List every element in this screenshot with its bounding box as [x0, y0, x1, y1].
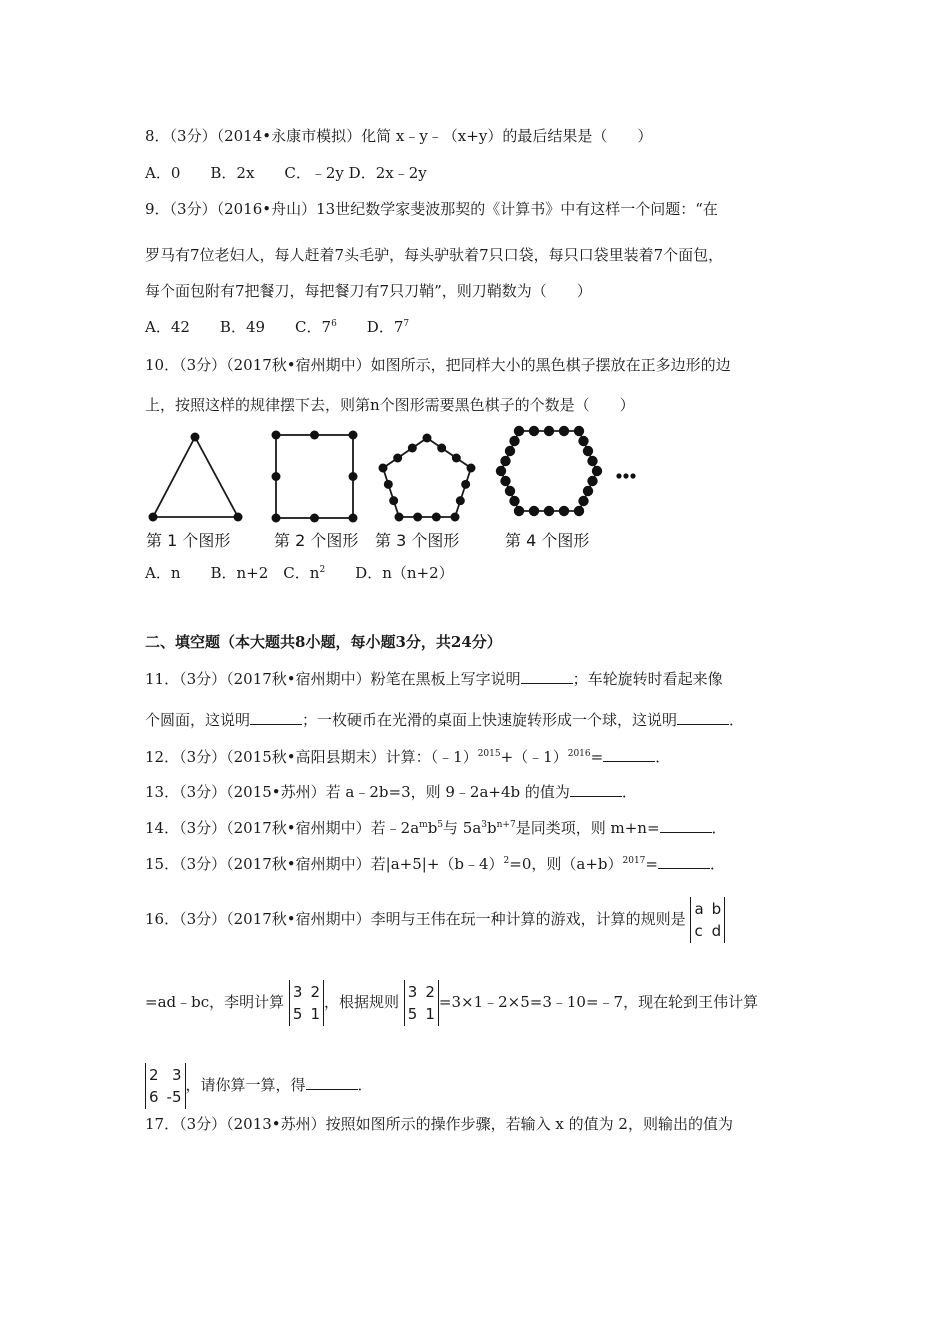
- determinant-li-ming: 3 2 5 1: [289, 980, 324, 1026]
- polygon-pattern-figure: [145, 425, 645, 530]
- chess-piece-dot: [437, 444, 446, 453]
- q12-stem: 12．（3分）（2015秋•高阳县期末）计算：（﹣1）$^{2015}$+（﹣1）$^{2016}$= ．: [145, 748, 671, 766]
- figure-1-triangle: [153, 437, 238, 517]
- chess-piece-dot: [234, 513, 243, 522]
- answer-blank: [250, 709, 302, 725]
- chess-piece-dot: [592, 466, 602, 476]
- chess-piece-dot: [413, 513, 422, 522]
- q9-options: A．42 B．49 C．$7^6$ D．$7^7$: [145, 318, 410, 336]
- chess-piece-dot: [456, 496, 465, 505]
- q17-stem: 17．（3分）（2013•苏州）按照如图所示的操作步骤，若输入 x 的值为 2，则输出的值为: [145, 1115, 733, 1133]
- q9-stem-line3: 每个面包附有7把餐刀，每把餐刀有7只刀鞘”，则刀鞘数为（ ）: [145, 282, 592, 300]
- chess-piece-dot: [496, 466, 506, 476]
- chess-piece-dot: [349, 514, 358, 523]
- chess-piece-dot: [505, 446, 515, 456]
- chess-piece-dot: [574, 506, 584, 516]
- figure-caption-3: 第 3 个图形: [375, 531, 460, 550]
- chess-piece-dot: [389, 496, 398, 505]
- chess-piece-dot: [587, 476, 597, 486]
- chess-piece-dot: [544, 426, 554, 436]
- chess-piece-dot: [191, 433, 200, 442]
- chess-piece-dot: [272, 472, 281, 481]
- chess-piece-dot: [529, 506, 539, 516]
- q10-stem-line1: 10．（3分）（2017秋•宿州期中）如图所示，把同样大小的黑色棋子摆放在正多边形的边: [145, 356, 731, 374]
- q11-stem-line1: 11．（3分）（2017秋•宿州期中）粉笔在黑板上写字说明 ；车轮旋转时看起来像: [145, 670, 723, 688]
- answer-blank: [660, 817, 712, 833]
- chess-piece-dot: [559, 426, 569, 436]
- answer-blank: [658, 853, 710, 869]
- answer-blank: [677, 709, 729, 725]
- chess-piece-dot: [310, 514, 319, 523]
- determinant-rule: a b c d: [690, 897, 725, 943]
- chess-piece-dot: [395, 513, 404, 522]
- q16-stem-line3: 2 3 6 -5 ，请你算一算，得 ．: [145, 1063, 373, 1109]
- chess-piece-dot: [349, 431, 358, 440]
- chess-piece-dot: [451, 513, 460, 522]
- chess-piece-dot: [578, 436, 588, 446]
- chess-piece-dot: [509, 436, 519, 446]
- q16-stem-line1: 16．（3分）（2017秋•宿州期中）李明与王伟在玩一种计算的游戏，计算的规则是 a b c d: [145, 897, 725, 943]
- chess-piece-dot: [500, 476, 510, 486]
- chess-piece-dot: [432, 513, 441, 522]
- chess-piece-dot: [467, 464, 476, 473]
- q16-stem-line2: =ad﹣bc，李明计算 3 2 5 1 ，根据规则 3 2 5 1 =3×1﹣2×5=3﹣10=﹣7，现在轮到王伟计算: [145, 980, 758, 1026]
- chess-piece-dot: [393, 454, 402, 463]
- chess-piece-dot: [509, 496, 519, 506]
- chess-piece-dot: [423, 434, 432, 443]
- chess-piece-dot: [310, 431, 319, 440]
- chess-piece-dot: [408, 444, 417, 453]
- chess-piece-dot: [559, 506, 569, 516]
- figure-2-square: [276, 435, 353, 518]
- answer-blank: [521, 668, 573, 684]
- q13-stem: 13．（3分）（2015•苏州）若 a﹣2b=3，则 9﹣2a+4b 的值为 ．: [145, 783, 637, 801]
- chess-piece-dot: [272, 514, 281, 523]
- chess-piece-dot: [272, 431, 281, 440]
- q10-stem-line2: 上，按照这样的规律摆下去，则第n个图形需要黑色棋子的个数是（ ）: [145, 396, 635, 414]
- answer-blank: [603, 746, 655, 762]
- chess-piece-dot: [578, 496, 588, 506]
- chess-piece-dot: [149, 513, 158, 522]
- chess-piece-dot: [379, 464, 388, 473]
- answer-blank: [306, 1074, 358, 1090]
- answer-blank: [570, 781, 622, 797]
- chess-piece-dot: [452, 454, 461, 463]
- chess-piece-dot: [544, 506, 554, 516]
- chess-piece-dot: [529, 426, 539, 436]
- chess-piece-dot: [500, 456, 510, 466]
- q11-stem-line2: 个圆面，这说明 ；一枚硬币在光滑的桌面上快速旋转形成一个球，这说明 ．: [145, 711, 745, 729]
- q9-stem-line1: 9．（3分）（2016•舟山）13世纪数学家斐波那契的《计算书》中有这样一个问题：“在: [145, 200, 718, 218]
- figure-caption-2: 第 2 个图形: [274, 531, 359, 550]
- q9-stem-line2: 罗马有7位老妇人，每人赶着7头毛驴，每头驴驮着7只口袋，每只口袋里装着7个面包，: [145, 246, 724, 264]
- chess-piece-dot: [583, 446, 593, 456]
- figure-caption-4: 第 4 个图形: [505, 531, 590, 550]
- figure-3-pentagon: [383, 438, 471, 517]
- chess-piece-dot: [461, 480, 470, 489]
- chess-piece-dot: [587, 456, 597, 466]
- chess-piece-dot: [514, 426, 524, 436]
- q10-options: A．n B．n+2 C．$n^2$ D．n（n+2）: [145, 564, 454, 582]
- determinant-wang-wei: 2 3 6 -5: [145, 1063, 186, 1109]
- q8-options: A．0 B．2x C．﹣2y D．2x﹣2y: [145, 164, 427, 182]
- q8-stem: 8．（3分）（2014•永康市模拟）化简 x﹣y﹣（x+y）的最后结果是（ ）: [145, 127, 653, 145]
- chess-piece-dot: [505, 486, 515, 496]
- section-2-title: 二、填空题（本大题共8小题，每小题3分，共24分）: [145, 633, 502, 651]
- chess-piece-dot: [574, 426, 584, 436]
- chess-piece-dot: [349, 472, 358, 481]
- chess-piece-dot: [384, 480, 393, 489]
- determinant-li-ming-repeat: 3 2 5 1: [404, 980, 439, 1026]
- q15-stem: 15．（3分）（2017秋•宿州期中）若|a+5|+（b﹣4）$^2$=0，则$(a+b)^{2017}=$ ．: [145, 855, 725, 873]
- chess-piece-dot: [583, 486, 593, 496]
- figure-caption-1: 第 1 个图形: [146, 531, 231, 550]
- chess-piece-dot: [514, 506, 524, 516]
- q14-stem: 14．（3分）（2017秋•宿州期中）若$﹣2a^mb^5$与 $5a^3b^{n+7}$是同类项，则 m+n= ．: [145, 819, 727, 837]
